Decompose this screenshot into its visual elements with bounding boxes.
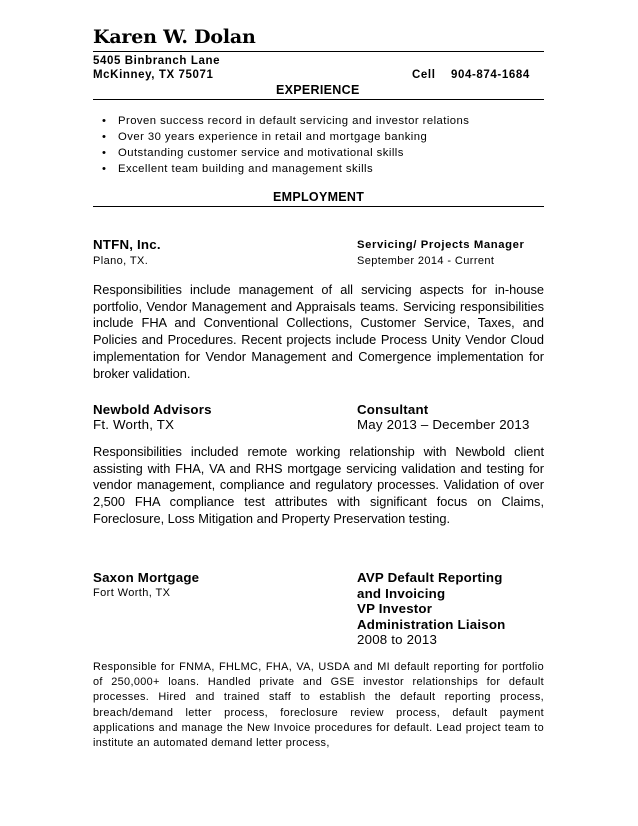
job-role-line: VP Investor: [357, 601, 433, 616]
list-item: [102, 161, 469, 177]
bullet-icon: •: [102, 163, 107, 175]
bullet-icon: •: [102, 115, 107, 127]
experience-item-text: Outstanding customer service and motivational skills: [118, 147, 404, 159]
job-role-block: [357, 570, 505, 648]
header-divider: [93, 51, 544, 52]
job-description: Responsibilities include management of all servicing aspects for in-house portfolio, Vendor Management and Appraisals teams. Servicing responsibilities include FHA and Conventional Collections, Customer Service, Taxes, and Policies and Procedures. Recent projects include Process Unity Vendor Cloud implementation for Vendor Management and Comergence implementation for broker validation.: [93, 282, 544, 381]
phone-label: Cell: [412, 69, 436, 81]
experience-item-text: Proven success record in default servicing and investor relations: [118, 115, 470, 127]
job-description: Responsible for FNMA, FHLMC, FHA, VA, USDA and MI default reporting for portfolio of 250,000+ loans. Handled private and GSE investor relationships for default processes. Hired and trained staff to establish the default reporting process, breach/demand letter process, foreclosure review process, default payment applications and manage the New Invoice procedures for default. Lead project team to institute an automated demand letter process,: [93, 661, 544, 750]
phone-number: 904-874-1684: [451, 69, 530, 81]
bullet-icon: •: [102, 131, 107, 143]
job-dates: September 2014 - Current: [357, 255, 495, 267]
job-location: Ft. Worth, TX: [93, 417, 175, 432]
job-company: Saxon Mortgage: [93, 570, 200, 585]
job-role-line: AVP Default Reporting: [357, 570, 503, 585]
job-company: NTFN, Inc.: [93, 237, 161, 252]
experience-item-text: Excellent team building and management skills: [118, 163, 374, 175]
experience-heading: EXPERIENCE: [276, 83, 360, 97]
experience-list: [102, 113, 470, 177]
bullet-icon: •: [102, 147, 107, 159]
address-street: 5405 Binbranch Lane: [93, 55, 221, 67]
list-item: [102, 129, 469, 145]
job-location: Plano, TX.: [93, 255, 149, 267]
candidate-name: Karen W. Dolan: [93, 26, 256, 48]
job-company: Newbold Advisors: [93, 402, 212, 417]
experience-divider: [93, 99, 544, 100]
list-item: [102, 113, 470, 129]
list-item: [102, 145, 469, 161]
job-role-line: Administration Liaison: [357, 616, 506, 632]
job-role: Servicing/ Projects Manager: [357, 239, 525, 251]
job-role-line: and Invoicing: [357, 585, 446, 601]
employment-heading: EMPLOYMENT: [273, 190, 365, 204]
job-dates: 2008 to 2013: [357, 632, 438, 647]
job-location: Fort Worth, TX: [93, 587, 171, 599]
job-dates: May 2013 – December 2013: [357, 417, 530, 432]
job-role: Consultant: [357, 402, 429, 417]
employment-divider: [93, 206, 544, 207]
address-city: McKinney, TX 75071: [93, 69, 214, 81]
job-description: Responsibilities included remote working relationship with Newbold client assisting with FHA, VA and RHS mortgage servicing validation and testing for vendor management, compliance and regulatory processes. Validation of over 2,500 FHA compliance test attributes with significant focus on Claims, Foreclosure, Loss Mitigation and Property Preservation testing.: [93, 444, 544, 526]
experience-item-text: Over 30 years experience in retail and mortgage banking: [118, 131, 428, 143]
